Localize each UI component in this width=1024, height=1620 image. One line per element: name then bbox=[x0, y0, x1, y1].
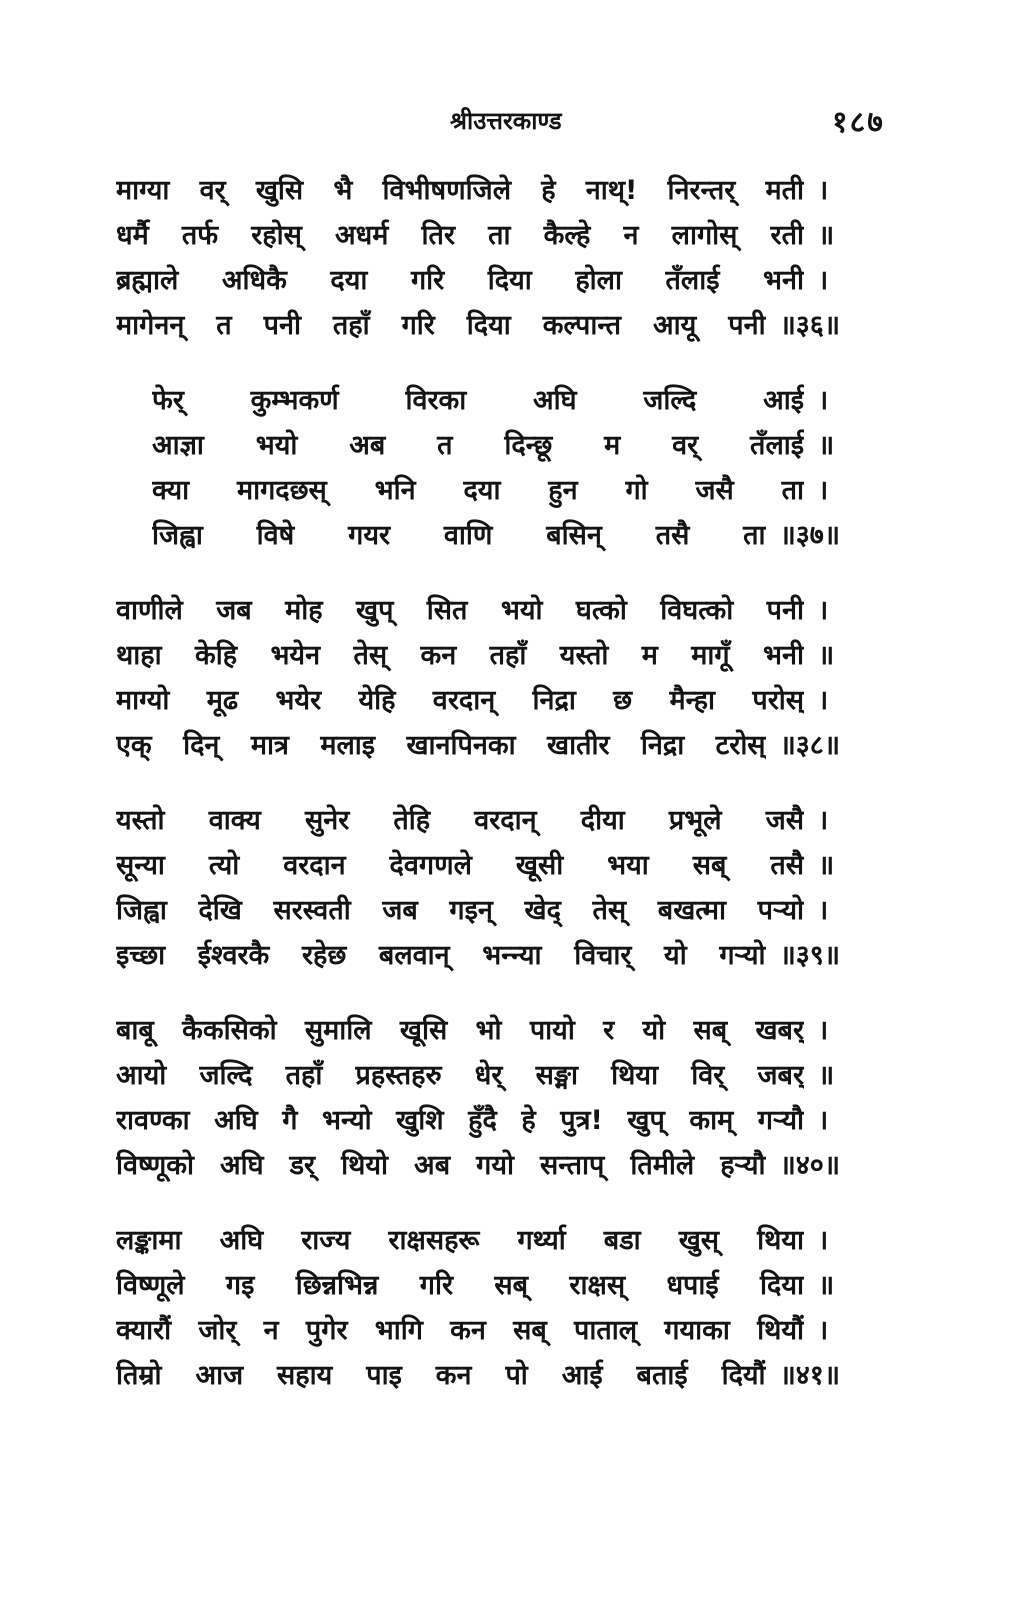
verse-line-text: माग्या वर् खुसि भै विभीषणजिले हे नाथ्! निरन्तर् मती bbox=[116, 175, 804, 206]
verse-line-end-mark: ॥ bbox=[818, 1270, 835, 1301]
verse-39 bbox=[0, 798, 1024, 978]
verse-line-text: विष्णूले गइ छिन्नभिन्न गरि सब् राक्षस् धपाई दिया bbox=[116, 1270, 804, 1301]
page-number: १८७ bbox=[832, 105, 885, 140]
verse-line-text: सून्या त्यो वरदान देवगणले खूसी भया सब् तसै bbox=[116, 850, 804, 881]
verse-line-end-mark: । bbox=[818, 805, 829, 836]
verse-number: ॥४१॥ bbox=[779, 1360, 840, 1391]
verse-line-end-mark: । bbox=[818, 385, 829, 416]
verse-line-text: ब्रह्माले अधिकै दया गरि दिया होला तँलाई भनी bbox=[116, 265, 804, 296]
verse-line-text: क्या मागदछस् भनि दया हुन गो जसै ता bbox=[152, 475, 804, 506]
verse-line-text: जिह्वा विषे गयर वाणि बसिन् तसै ता bbox=[152, 520, 766, 551]
verse-line-end-mark: ॥ bbox=[818, 1060, 835, 1091]
verse-line-text: आज्ञा भयो अब त दिन्छू म वर् तँलाई bbox=[152, 430, 804, 461]
verse-line bbox=[116, 1143, 840, 1188]
verse-line bbox=[116, 1218, 840, 1263]
verse-line-end-mark: । bbox=[818, 1315, 829, 1346]
verse-line bbox=[116, 843, 840, 888]
page-header bbox=[0, 98, 1024, 148]
verse-line-end-mark: । bbox=[818, 1015, 829, 1046]
verse-line bbox=[116, 933, 840, 978]
verse-line bbox=[116, 213, 840, 258]
verse-38 bbox=[0, 588, 1024, 768]
verse-line bbox=[116, 723, 840, 768]
verse-line bbox=[116, 1008, 840, 1053]
verse-line-text: जिह्वा देखि सरस्वती जब गइन् खेद् तेस् बखत्मा पऱ्यो bbox=[116, 895, 804, 926]
verse-line-text: विष्णूको अघि डर् थियो अब गयो सन्ताप् तिमीले हऱ्यौ bbox=[116, 1150, 766, 1181]
verse-line-text: तिम्रो आज सहाय पाइ कन पो आई बताई दियौं bbox=[116, 1360, 766, 1391]
verse-40 bbox=[0, 1008, 1024, 1188]
verse-line-end-mark: । bbox=[818, 685, 829, 716]
verse-line-end-mark: ॥ bbox=[818, 220, 835, 251]
verse-line bbox=[116, 378, 840, 423]
verse-line-end-mark: । bbox=[818, 895, 829, 926]
verse-line bbox=[116, 888, 840, 933]
verse-line-end-mark: ॥ bbox=[818, 430, 835, 461]
verse-line bbox=[116, 1353, 840, 1398]
verse-line bbox=[116, 468, 840, 513]
verse-line bbox=[116, 303, 840, 348]
verse-line bbox=[116, 678, 840, 723]
verse-number: ॥३६॥ bbox=[779, 310, 840, 341]
verse-line-text: यस्तो वाक्य सुनेर तेहि वरदान् दीया प्रभूले जसै bbox=[116, 805, 804, 836]
verse-line bbox=[116, 588, 840, 633]
verse-36 bbox=[0, 168, 1024, 348]
verse-line bbox=[116, 798, 840, 843]
verse-line-text: माग्यो मूढ भयेर येहि वरदान् निद्रा छ मैन्हा परोस् bbox=[116, 685, 804, 716]
verse-line-end-mark: । bbox=[818, 475, 829, 506]
verse-line bbox=[116, 1263, 840, 1308]
verse-number: ॥४०॥ bbox=[779, 1150, 840, 1181]
verse-line bbox=[116, 513, 840, 558]
verse-line-text: फेर् कुम्भकर्ण विरका अघि जल्दि आई bbox=[152, 385, 804, 416]
verse-line-text: वाणीले जब मोह खुप् सित भयो घत्को विघत्को पनी bbox=[116, 595, 804, 626]
verse-line-end-mark: । bbox=[818, 595, 829, 626]
verse-line-end-mark: । bbox=[818, 265, 829, 296]
verse-line-text: बाबू कैकसिको सुमालि खूसि भो पायो र यो सब् खबर् bbox=[116, 1015, 804, 1046]
verse-line-end-mark: । bbox=[818, 1225, 829, 1256]
verse-number: ॥३८॥ bbox=[779, 730, 840, 761]
verse-list bbox=[0, 168, 1024, 1428]
verse-41 bbox=[0, 1218, 1024, 1398]
verse-number: ॥३७॥ bbox=[779, 520, 840, 551]
verse-line-text: आयो जल्दि तहाँ प्रहस्तहरु धेर् सङ्मा थिया विर् जबर् bbox=[116, 1060, 804, 1091]
verse-line-end-mark: । bbox=[818, 1105, 829, 1136]
verse-line bbox=[116, 168, 840, 213]
verse-line bbox=[116, 1098, 840, 1143]
verse-line-text: रावण्का अघि गै भन्यो खुशि हुँदै हे पुत्र! खुप् काम् गऱ्यौ bbox=[116, 1105, 804, 1136]
verse-line-end-mark: ॥ bbox=[818, 850, 835, 881]
verse-line-end-mark: । bbox=[818, 175, 829, 206]
verse-line-text: क्यारौं जोर् न पुगेर भागि कन सब् पाताल् गयाका थियौं bbox=[116, 1315, 804, 1346]
verse-line bbox=[116, 633, 840, 678]
verse-line-end-mark: ॥ bbox=[818, 640, 835, 671]
verse-line-text: इच्छा ईश्वरकै रहेछ बलवान् भन्न्या विचार् यो गऱ्यो bbox=[116, 940, 766, 971]
verse-number: ॥३९॥ bbox=[779, 940, 840, 971]
verse-line-text: मागेनन् त पनी तहाँ गरि दिया कल्पान्त आयू पनी bbox=[116, 310, 766, 341]
verse-line bbox=[116, 1308, 840, 1353]
verse-line-text: लङ्कामा अघि राज्य राक्षसहरू गर्थ्या बडा खुस् थिया bbox=[116, 1225, 804, 1256]
verse-line-text: थाहा केहि भयेन तेस् कन तहाँ यस्तो म मागूँ भनी bbox=[116, 640, 804, 671]
verse-37 bbox=[0, 378, 1024, 558]
verse-line-text: एक् दिन् मात्र मलाइ खानपिनका खातीर निद्रा टरोस् bbox=[116, 730, 766, 761]
running-title: श्रीउत्तरकाण्ड bbox=[450, 107, 562, 135]
verse-line bbox=[116, 423, 840, 468]
verse-line bbox=[116, 258, 840, 303]
verse-line bbox=[116, 1053, 840, 1098]
verse-line-text: धर्मै तर्फ रहोस् अधर्म तिर ता कैल्हे न लागोस् रती bbox=[116, 220, 804, 251]
